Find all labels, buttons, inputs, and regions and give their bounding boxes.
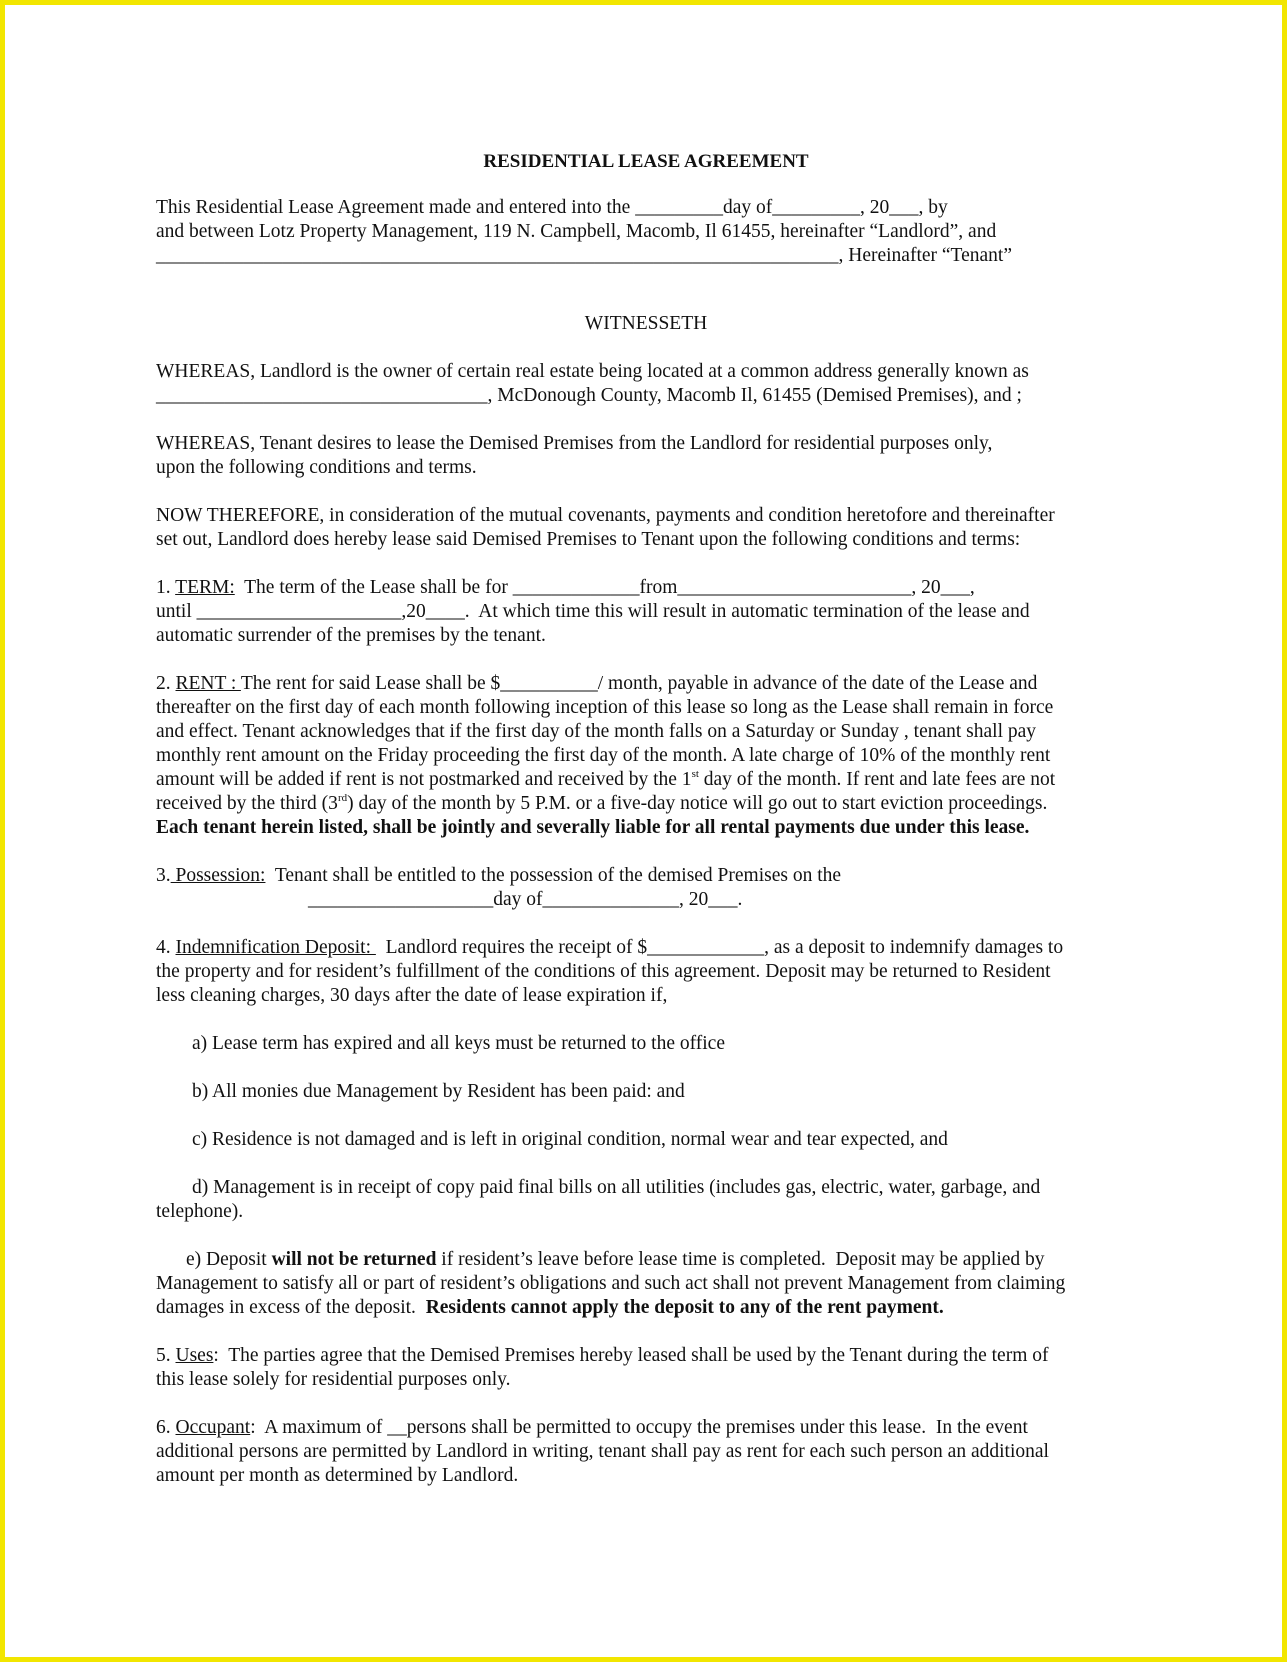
rent-line-5-sup: st xyxy=(691,768,699,780)
whereas2-line-2: upon the following conditions and terms. xyxy=(156,457,477,478)
possession-line-2: ___________________day of______________, 20___. xyxy=(308,889,743,910)
possession-heading: Possession: xyxy=(170,865,266,886)
occupant-line-3: amount per month as determined by Landlord. xyxy=(156,1465,519,1486)
rent-number: 2. xyxy=(156,673,171,694)
section-deposit xyxy=(156,936,1136,1008)
section-uses xyxy=(156,1344,1136,1392)
now-therefore-line-2: set out, Landlord does hereby lease said Demised Premises to Tenant upon the following conditions and terms: xyxy=(156,529,1021,550)
condition-e-line-2: Management to satisfy all or part of resident’s obligations and such act shall not prevent Management from claiming xyxy=(156,1273,1066,1294)
rent-line-6a: received by the third (3 xyxy=(156,793,338,814)
condition-e-line-1: if resident’s leave before lease time is completed. Deposit may be applied by xyxy=(436,1249,1045,1270)
intro-line-1: This Residential Lease Agreement made and entered into the _________day of_________, 20___, by xyxy=(156,197,948,218)
term-number: 1. xyxy=(156,577,171,598)
whereas1-line-2: __________________________________, McDonough County, Macomb Il, 61455 (Demised Premises), and ; xyxy=(156,385,1022,406)
rent-line-4: monthly rent amount on the Friday proceeding the first day of the month. A late charge of 10% of the monthly rent xyxy=(156,745,1051,766)
rent-line-2: thereafter on the first day of each month following inception of this lease so long as the Lease shall remain in force xyxy=(156,697,1054,718)
term-line-2: until _____________________,20____. At which time this will result in automatic termination of the lease and xyxy=(156,601,1030,622)
condition-d xyxy=(156,1176,1136,1224)
document-title: RESIDENTIAL LEASE AGREEMENT xyxy=(483,151,809,172)
lease-document xyxy=(156,150,1136,1512)
occupant-line-2: additional persons are permitted by Landlord in writing, tenant shall pay as rent for each such person an additional xyxy=(156,1441,1049,1462)
now-therefore-line-1: NOW THEREFORE, in consideration of the mutual covenants, payments and condition heretofore and thereinafter xyxy=(156,505,1055,526)
condition-e-line-3-bold: Residents cannot apply the deposit to any of the rent payment. xyxy=(425,1297,944,1318)
rent-line-5b: day of the month. If rent and late fees are not xyxy=(698,769,1056,790)
occupant-heading: Occupant xyxy=(175,1417,251,1438)
rent-liability-statement: Each tenant herein listed, shall be jointly and severally liable for all rental payments due under this lease. xyxy=(156,817,1030,838)
deposit-number: 4. xyxy=(156,937,171,958)
rent-line-6-sup: rd xyxy=(337,792,348,804)
section-possession xyxy=(156,864,1136,912)
whereas-paragraph-1 xyxy=(156,360,1136,408)
uses-heading: Uses xyxy=(175,1345,214,1366)
possession-number: 3. xyxy=(156,865,171,886)
condition-e-bold: will not be returned xyxy=(271,1249,437,1270)
condition-e xyxy=(156,1248,1136,1320)
uses-number: 5. xyxy=(156,1345,171,1366)
occupant-number: 6. xyxy=(156,1417,171,1438)
condition-a: a) Lease term has expired and all keys must be returned to the office xyxy=(192,1033,725,1054)
section-rent xyxy=(156,672,1136,840)
deposit-line-3: less cleaning charges, 30 days after the date of lease expiration if, xyxy=(156,985,668,1006)
intro-paragraph xyxy=(156,196,1136,268)
section-term xyxy=(156,576,1136,648)
now-therefore-paragraph xyxy=(156,504,1136,552)
condition-e-prefix: e) Deposit xyxy=(186,1249,272,1270)
section-occupant xyxy=(156,1416,1136,1488)
rent-heading: RENT : xyxy=(175,673,241,694)
uses-line-1: : The parties agree that the Demised Premises hereby leased shall be used by the Tenant during the term of xyxy=(213,1345,1049,1366)
condition-e-line-3a: damages in excess of the deposit. xyxy=(156,1297,426,1318)
condition-d-line-2: telephone). xyxy=(156,1201,244,1222)
intro-line-3: ______________________________________________________________________, Hereinafter “Tenant” xyxy=(156,245,1012,266)
condition-b: b) All monies due Management by Resident has been paid: and xyxy=(192,1081,685,1102)
uses-line-2: this lease solely for residential purposes only. xyxy=(156,1369,511,1390)
rent-line-6b: ) day of the month by 5 P.M. or a five-day notice will go out to start eviction proceedings. xyxy=(347,793,1048,814)
deposit-heading: Indemnification Deposit: xyxy=(175,937,376,958)
term-heading: TERM: xyxy=(175,577,235,598)
rent-line-1: The rent for said Lease shall be $__________/ month, payable in advance of the date of the Lease and xyxy=(240,673,1038,694)
rent-line-3: and effect. Tenant acknowledges that if the first day of the month falls on a Saturday or Sunday , tenant shall pay xyxy=(156,721,1037,742)
deposit-line-1: Landlord requires the receipt of $____________, as a deposit to indemnify damages to xyxy=(375,937,1064,958)
term-line-3: automatic surrender of the premises by the tenant. xyxy=(156,625,546,646)
condition-c: c) Residence is not damaged and is left in original condition, normal wear and tear expected, and xyxy=(192,1129,948,1150)
term-line-1: The term of the Lease shall be for _____________from________________________, 20___, xyxy=(234,577,975,598)
possession-line-1: Tenant shall be entitled to the possession of the demised Premises on the xyxy=(265,865,842,886)
occupant-line-1: : A maximum of __persons shall be permitted to occupy the premises under this lease. In the event xyxy=(250,1417,1028,1438)
witnesseth-heading: WITNESSETH xyxy=(584,313,708,334)
whereas2-line-1: WHEREAS, Tenant desires to lease the Demised Premises from the Landlord for residential purposes only, xyxy=(156,433,993,454)
deposit-line-2: the property and for resident’s fulfillment of the conditions of this agreement. Deposit may be returned to Resident xyxy=(156,961,1051,982)
intro-line-2: and between Lotz Property Management, 119 N. Campbell, Macomb, Il 61455, hereinafter “Landlord”, and xyxy=(156,221,997,242)
rent-line-5a: amount will be added if rent is not postmarked and received by the 1 xyxy=(156,769,692,790)
whereas-paragraph-2 xyxy=(156,432,1136,480)
condition-d-line-1: d) Management is in receipt of copy paid final bills on all utilities (includes gas, electric, water, garbage, and xyxy=(192,1177,1041,1198)
whereas1-line-1: WHEREAS, Landlord is the owner of certain real estate being located at a common address generally known as xyxy=(156,361,1029,382)
